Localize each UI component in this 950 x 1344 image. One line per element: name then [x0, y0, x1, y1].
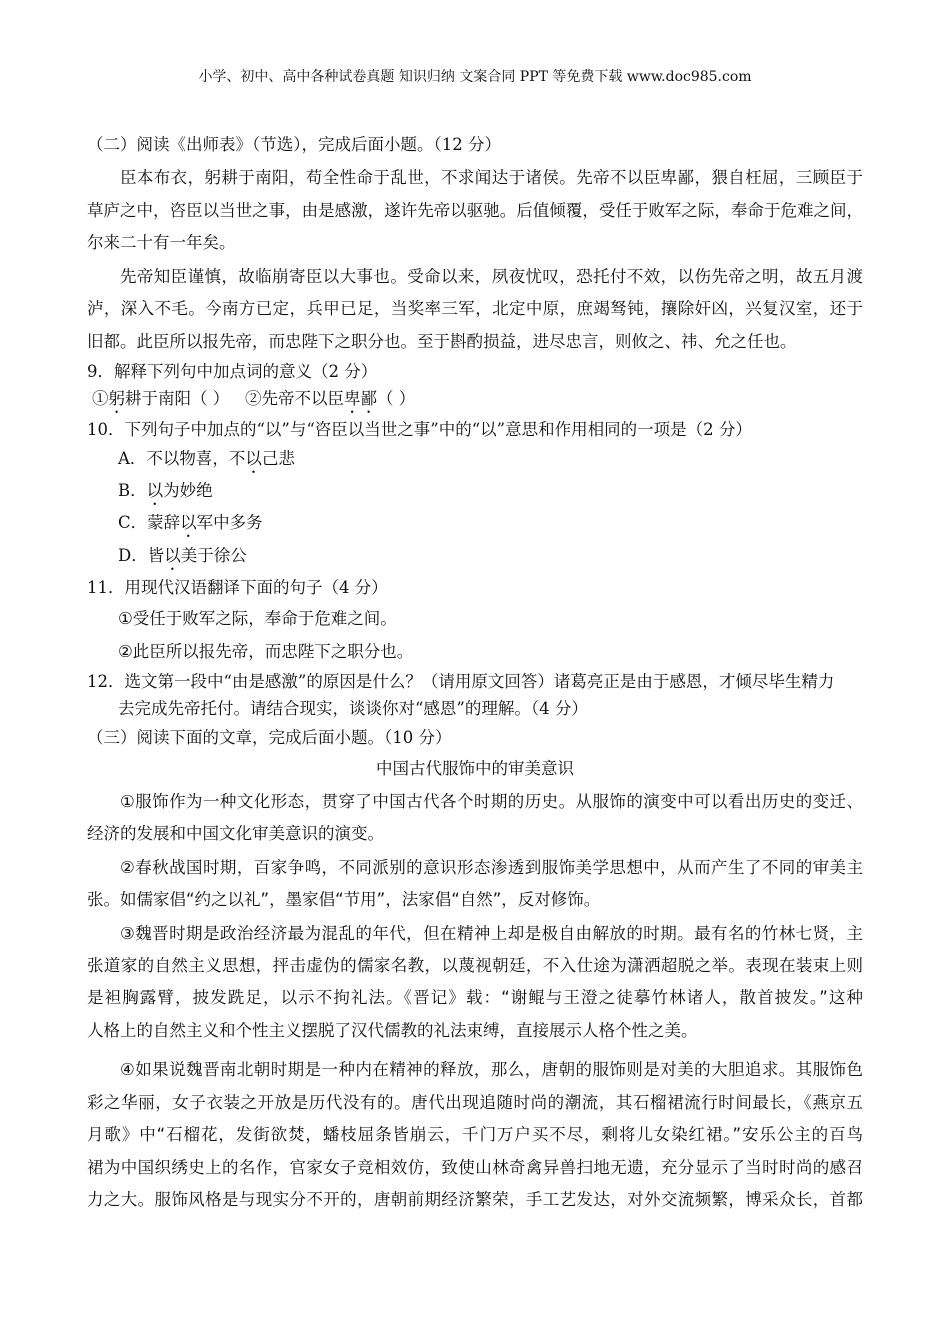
dotted-word: 卑鄙 — [344, 389, 377, 408]
option-b — [118, 480, 894, 509]
text: 为妙绝 — [163, 481, 213, 500]
text: C．蒙辞 — [118, 513, 181, 532]
section-2-heading: （二）阅读《出师表》（节选），完成后面小题。（12 分） — [87, 135, 501, 154]
dotted-word: 以 — [164, 546, 181, 565]
article-title: 中国古代服饰中的审美意识 — [376, 759, 574, 778]
dotted-word: 躬 — [108, 389, 125, 408]
question-10-stem: 10．下列句子中加点的“以”与“咨臣以当世之事”中的“以”意思和作用相同的一项是（2 分） — [87, 420, 752, 439]
text: 美于徐公 — [180, 546, 247, 565]
text: B． — [118, 481, 147, 500]
dotted-word: 以 — [245, 449, 262, 468]
article-line: 经济的发展和中国文化审美意识的演变。 — [87, 824, 384, 843]
text: 军中多务 — [196, 513, 263, 532]
section-3-heading: （三）阅读下面的文章，完成后面小题。（10 分） — [87, 728, 452, 747]
text: ②先帝不以臣 — [245, 389, 344, 408]
page-header: 小学、初中、高中各种试卷真题 知识归纳 文案合同 PPT 等免费下载 www.doc985.com — [198, 69, 752, 85]
article-line: 张。如儒家倡“约之以礼”，墨家倡“节用”，法家倡“自然”，反对修饰。 — [87, 890, 601, 909]
dotted-word: 以 — [180, 513, 197, 532]
text: D．皆 — [118, 546, 165, 565]
dotted-word: 以 — [146, 481, 164, 500]
question-9-stem: 9．解释下列句中加点词的意义（2 分） — [87, 362, 378, 381]
translate-item: ①受任于败军之际，奉命于危难之间。 — [118, 609, 397, 628]
article-line: 月歌》中“石榴花，发街欲焚，蟠枝屈条皆崩云，千门万户买不尽，剩将儿女染红裙。”安乐公主的百鸟 — [87, 1125, 863, 1144]
passage-line: 臣本布衣，躬耕于南阳，苟全性命于乱世，不求闻达于诸侯。先帝不以臣卑鄙，猥自枉屈，三顾臣于 — [120, 168, 863, 187]
article-line: 彩之华丽，女子衣装之开放是历代没有的。唐代出现追随时尚的潮流，其石榴裙流行时间最长，《燕京五 — [87, 1093, 863, 1112]
question-11-stem: 11．用现代汉语翻译下面的句子（4 分） — [87, 578, 388, 597]
option-a — [118, 448, 894, 477]
article-line: 是袒胸露臂，披发跣足，以示不拘礼法。《晋记》载：“谢鲲与王澄之徒摹竹林诸人，散首披发。”这种 — [87, 988, 863, 1007]
passage-line: 尔来二十有一年矣。 — [87, 233, 236, 252]
article-line: ②春秋战国时期，百家争鸣，不同派别的意识形态渗透到服饰美学思想中，从而产生了不同的审美主 — [120, 858, 863, 877]
article-line: ④如果说魏晋南北朝时期是一种内在精神的释放，那么，唐朝的服饰则是对美的大胆追求。其服饰色 — [120, 1060, 863, 1079]
article-line: 力之大。服饰风格是与现实分不开的，唐朝前期经济繁荣，手工艺发达，对外交流频繁，博采众长，首都 — [87, 1190, 863, 1209]
passage-line: 旧都。此臣所以报先帝，而忠陛下之职分也。至于斟酌损益，进尽忠言，则攸之、祎、允之任也。 — [87, 332, 797, 351]
option-c — [118, 512, 894, 541]
passage-line: 先帝知臣谨慎，故临崩寄臣以大事也。受命以来，夙夜忧叹，恐托付不效，以伤先帝之明，故五月渡 — [120, 267, 863, 286]
text: ① — [92, 389, 109, 408]
translate-item: ②此臣所以报先帝，而忠陛下之职分也。 — [118, 642, 414, 661]
article-line: 裙为中国织绣史上的名作，官家女子竞相效仿，致使山林奇禽异兽扫地无遗，充分显示了当时时尚的感召 — [87, 1158, 863, 1177]
question-12-stem-cont: 去完成先帝托付。请结合现实，谈谈你对“感恩”的理解。（4 分） — [118, 699, 588, 718]
article-line: ③魏晋时期是政治经济最为混乱的年代，但在精神上却是极自由解放的时期。最有名的竹林七贤，主 — [120, 924, 863, 943]
article-line: 人格上的自然主义和个性主义摆脱了汉代儒教的礼法束缚，直接展示人格个性之美。 — [87, 1021, 698, 1040]
question-9-items — [92, 388, 868, 417]
text: （ ） — [377, 389, 416, 408]
article-line: ①服饰作为一种文化形态，贯穿了中国古代各个时期的历史。从服饰的演变中可以看出历史的变迁、 — [120, 792, 863, 811]
option-d — [118, 545, 894, 574]
question-12-stem: 12．选文第一段中“由是感激”的原因是什么？（请用原文回答）诸葛亮正是由于感恩，才倾尽毕生精力 — [87, 672, 835, 691]
passage-line: 泸，深入不毛。今南方已定，兵甲已足，当奖率三军，北定中原，庶竭驽钝，攘除奸凶，兴复汉室，还于 — [87, 299, 863, 318]
text: A．不以物喜，不 — [118, 449, 246, 468]
article-line: 张道家的自然主义思想，抨击虚伪的儒家名教，以蔑视朝廷，不入仕途为潇洒超脱之举。表现在装束上则 — [87, 956, 863, 975]
passage-line: 草庐之中，咨臣以当世之事，由是感激，遂许先帝以驱驰。后值倾覆，受任于败军之际，奉命于危难之间， — [87, 201, 863, 220]
text: 耕于南阳（ ） — [125, 389, 230, 408]
text: 己悲 — [261, 449, 295, 468]
